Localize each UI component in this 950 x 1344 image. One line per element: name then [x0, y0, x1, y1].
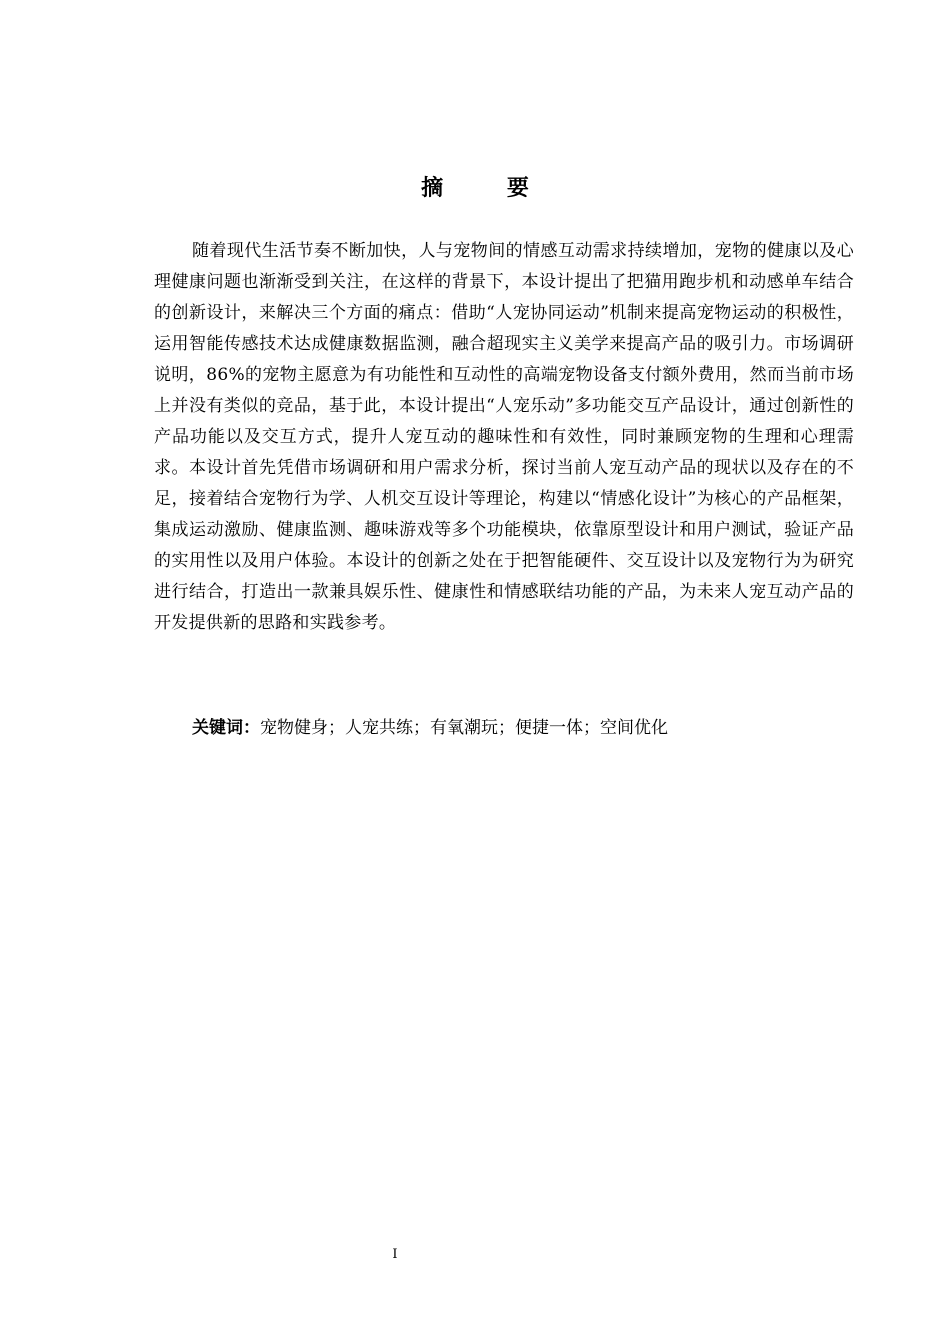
keywords-line [192, 713, 852, 743]
keywords-label: 关键词： [192, 718, 260, 738]
abstract-body: 随着现代生活节奏不断加快，人与宠物间的情感互动需求持续增加，宠物的健康以及心理健康问题也渐渐受到关注，在这样的背景下，本设计提出了把猫用跑步机和动感单车结合的创新设计，来解决三个方面的痛点：借助“人宠协同运动”机制来提高宠物运动的积极性，运用智能传感技术达成健康数据监测，融合超现实主义美学来提高产品的吸引力。市场调研说明，86%的宠物主愿意为有功能性和互动性的高端宠物设备支付额外费用，然而当前市场上并没有类似的竞品，基于此，本设计提出“人宠乐动”多功能交互产品设计，通过创新性的产品功能以及交互方式，提升人宠互动的趣味性和有效性，同时兼顾宠物的生理和心理需求。本设计首先凭借市场调研和用户需求分析，探讨当前人宠互动产品的现状以及存在的不足，接着结合宠物行为学、人机交互设计等理论，构建以“情感化设计”为核心的产品框架，集成运动激励、健康监测、趣味游戏等多个功能模块，依靠原型设计和用户测试，验证产品的实用性以及用户体验。本设计的创新之处在于把智能硬件、交互设计以及宠物行为为研究进行结合，打造出一款兼具娱乐性、健康性和情感联结功能的产品，为未来人宠互动产品的开发提供新的思路和实践参考。 [154, 241, 854, 633]
page-number: I [392, 1247, 398, 1262]
keywords-text: 宠物健身；人宠共练；有氧潮玩；便捷一体；空间优化 [260, 718, 668, 738]
abstract-title: 摘 要 [421, 176, 557, 201]
